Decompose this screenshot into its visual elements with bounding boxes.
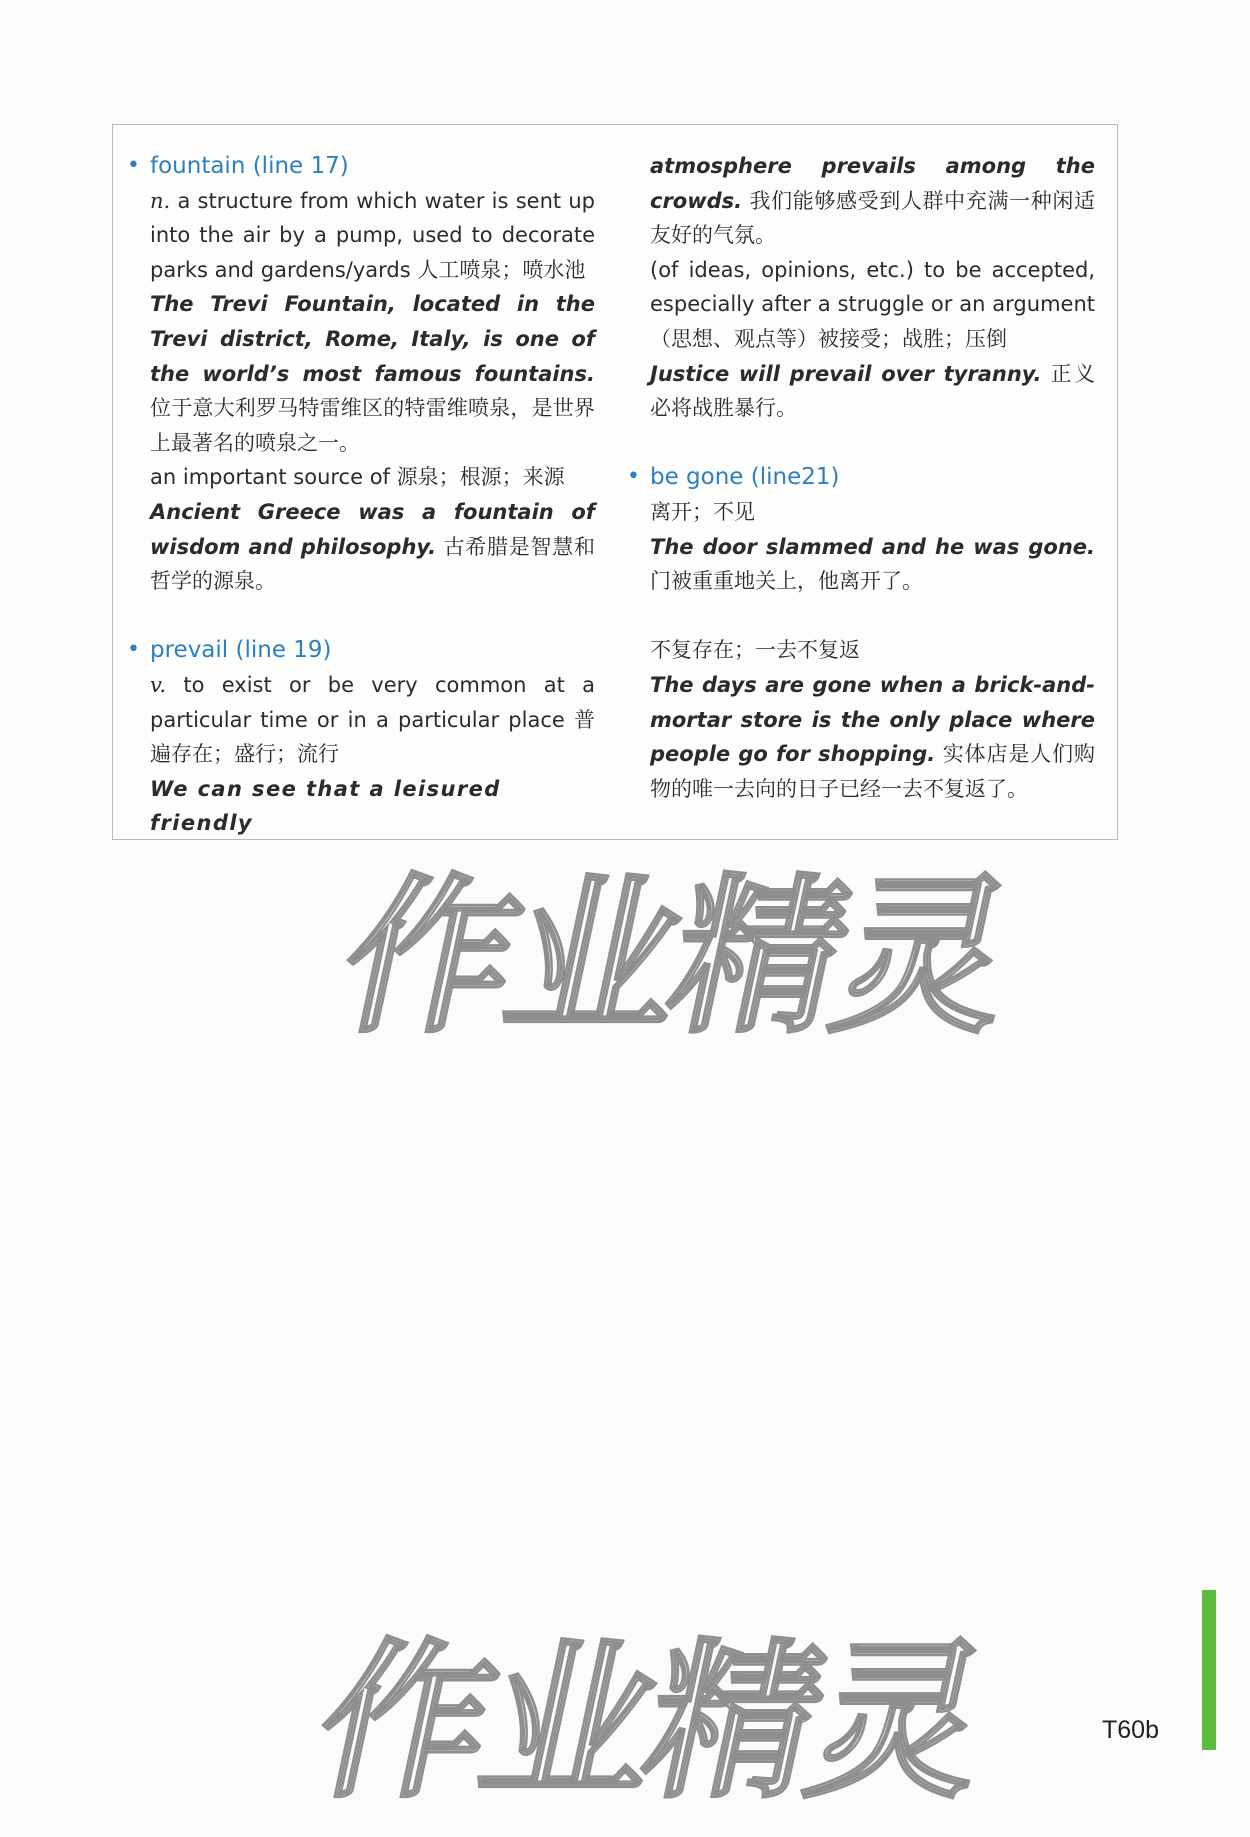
bullet-icon: • xyxy=(627,464,640,490)
vocabulary-box xyxy=(112,124,1118,840)
example: The Trevi Fountain, located in the Trevi district, Rome, Italy, is one of the world’s most famous fountains. 位于意大利罗马特雷维区的特雷维喷泉，是世界上最著名的喷泉之一。 xyxy=(150,292,595,455)
headword: • fountain (line 17) xyxy=(150,149,595,184)
example: Justice will prevail over tyranny. 正义必将战胜暴行。 xyxy=(650,361,1095,421)
entry-be-gone xyxy=(627,460,1095,806)
page-number: T60b xyxy=(1102,1716,1159,1744)
bullet-icon: • xyxy=(127,637,140,663)
entry-fountain xyxy=(127,149,595,599)
definition: 不复存在；一去不复返 xyxy=(650,638,860,663)
watermark: 作业精灵 xyxy=(325,859,1024,1057)
definition: v. to exist or be very common at a particular time or in a particular place 普遍存在；盛行；流行 xyxy=(150,672,595,767)
definition: n. a structure from which water is sent up into the air by a pump, used to decorate parks and gardens/yards 人工喷泉；喷水池 xyxy=(150,188,595,282)
headword: • be gone (line21) xyxy=(650,460,1095,495)
definition: (of ideas, opinions, etc.) to be accepted, especially after a struggle or an argument （思想、观点等）被接受；战胜；压倒 xyxy=(650,257,1095,351)
example: The door slammed and he was gone. 门被重重地关上，他离开了。 xyxy=(650,534,1095,594)
entry-prevail xyxy=(127,633,595,841)
page-edge-tab xyxy=(1202,1590,1216,1750)
right-column xyxy=(627,149,1095,806)
example: Ancient Greece was a fountain of wisdom and philosophy. 古希腊是智慧和哲学的源泉。 xyxy=(150,499,595,594)
definition: 离开；不见 xyxy=(650,499,755,524)
example: The days are gone when a brick-and-mortar store is the only place where people go for shopping. 实体店是人们购物的唯一去向的日子已经一去不复返了。 xyxy=(650,672,1095,801)
left-column xyxy=(127,149,595,841)
entry-prevail-continued xyxy=(650,149,1095,426)
headword: • prevail (line 19) xyxy=(150,633,595,668)
bullet-icon: • xyxy=(127,153,140,178)
example: atmosphere prevails among the crowds. 我们能够感受到人群中充满一种闲适友好的气氛。 xyxy=(650,154,1095,248)
watermark: 作业精灵 xyxy=(300,1624,999,1822)
example: We can see that a leisured friendly xyxy=(150,776,501,836)
definition: an important source of 源泉；根源；来源 xyxy=(150,465,565,490)
